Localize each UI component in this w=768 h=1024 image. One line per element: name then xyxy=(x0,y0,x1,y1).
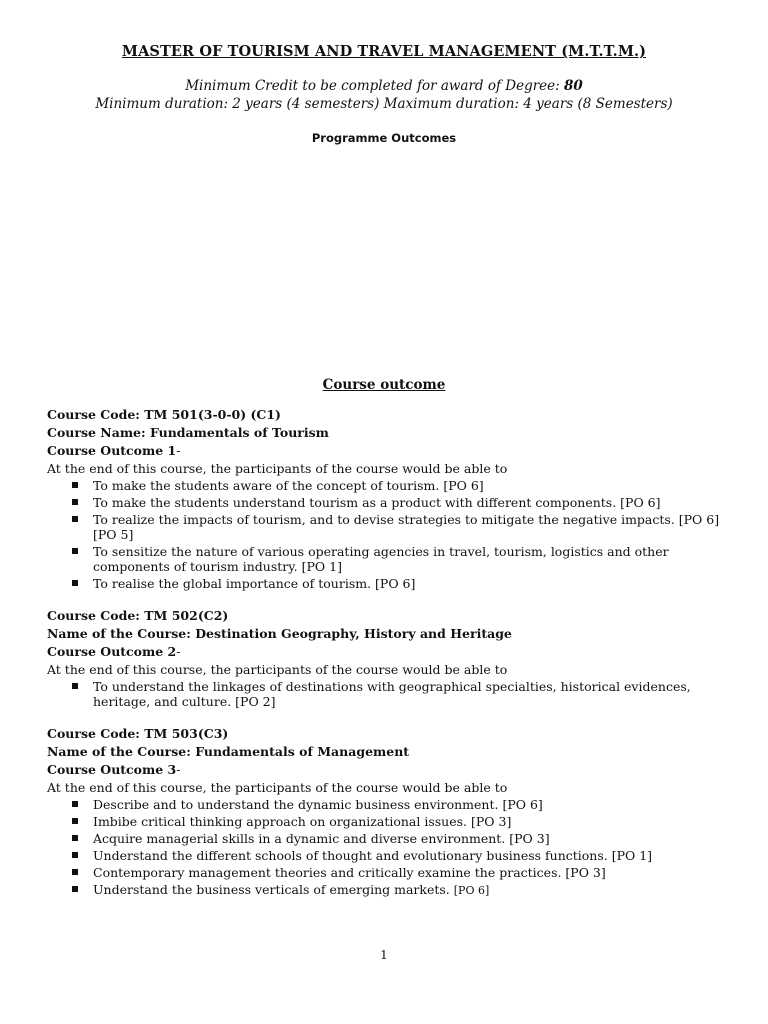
square-bullet-icon xyxy=(72,852,78,858)
course-block-c3 xyxy=(47,725,727,898)
list-item xyxy=(47,848,727,863)
square-bullet-icon xyxy=(72,548,78,554)
square-bullet-icon xyxy=(72,499,78,505)
list-item-text: To sensitize the nature of various operating agencies in travel, tourism, logistics and other components of tourism industry. [PO 1] xyxy=(93,544,669,574)
list-item-text: To make the students understand tourism as a product with different components. [PO 6] xyxy=(93,495,661,510)
square-bullet-icon xyxy=(72,835,78,841)
list-item xyxy=(47,495,727,510)
list-item xyxy=(47,831,727,846)
square-bullet-icon xyxy=(72,683,78,689)
course-name: Name of the Course: Fundamentals of Management xyxy=(47,744,410,759)
list-item-po-tag: [PO 6] xyxy=(453,884,490,897)
course-code: Course Code: TM 502(C2) xyxy=(47,608,229,623)
square-bullet-icon xyxy=(72,482,78,488)
square-bullet-icon xyxy=(72,580,78,586)
square-bullet-icon xyxy=(72,818,78,824)
course-outcome-label xyxy=(47,442,727,460)
course-outcome-suffix: - xyxy=(176,644,181,659)
course-name: Name of the Course: Destination Geography, History and Heritage xyxy=(47,626,512,641)
list-item xyxy=(47,865,727,880)
list-item-text: To make the students aware of the concept of tourism. [PO 6] xyxy=(93,478,484,493)
list-item-text: Contemporary management theories and critically examine the practices. [PO 3] xyxy=(93,865,606,880)
square-bullet-icon xyxy=(72,886,78,892)
course-intro: At the end of this course, the participants of the course would be able to xyxy=(47,461,508,476)
square-bullet-icon xyxy=(72,516,78,522)
square-bullet-icon xyxy=(72,801,78,807)
minimum-credit-label: Minimum Credit to be completed for award of Degree: xyxy=(185,78,564,94)
course-intro: At the end of this course, the participants of the course would be able to xyxy=(47,662,508,677)
list-item-text: Understand the different schools of thought and evolutionary business functions. [PO 1] xyxy=(93,848,653,863)
course-outcome-title: Course Outcome 2 xyxy=(47,644,177,659)
list-item-text: Describe and to understand the dynamic business environment. [PO 6] xyxy=(93,797,543,812)
list-item xyxy=(47,814,727,829)
course-outcome-label xyxy=(47,761,727,779)
outcome-list xyxy=(47,478,727,591)
course-outcome-heading: Course outcome xyxy=(322,377,446,393)
list-item-text: Understand the business verticals of emerging markets. xyxy=(93,882,454,897)
course-outcome-suffix: - xyxy=(176,762,181,777)
list-item-text: Acquire managerial skills in a dynamic and diverse environment. [PO 3] xyxy=(93,831,550,846)
page-number: 1 xyxy=(380,948,388,962)
list-item xyxy=(47,679,727,709)
document-title: MASTER OF TOURISM AND TRAVEL MANAGEMENT (M.T.T.M.) xyxy=(121,43,647,60)
outcome-list xyxy=(47,797,727,898)
list-item xyxy=(47,797,727,812)
course-block-c1 xyxy=(47,406,727,591)
square-bullet-icon xyxy=(72,869,78,875)
minimum-credit-value: 80 xyxy=(564,78,583,94)
list-item xyxy=(47,512,727,542)
course-outcome-suffix: - xyxy=(176,443,181,458)
list-item-text: To realize the impacts of tourism, and to devise strategies to mitigate the negative impacts. [PO 6] [PO 5] xyxy=(93,512,720,542)
course-list xyxy=(47,406,727,914)
minimum-credit-line xyxy=(0,78,768,94)
list-item-text: To realise the global importance of tourism. [PO 6] xyxy=(93,576,416,591)
list-item xyxy=(47,576,727,591)
duration-line: Minimum duration: 2 years (4 semesters) Maximum duration: 4 years (8 Semesters) xyxy=(95,96,673,112)
course-name: Course Name: Fundamentals of Tourism xyxy=(47,425,329,440)
list-item xyxy=(47,478,727,493)
course-outcome-title: Course Outcome 1 xyxy=(47,443,177,458)
list-item-text: Imbibe critical thinking approach on organizational issues. [PO 3] xyxy=(93,814,512,829)
course-outcome-title: Course Outcome 3 xyxy=(47,762,177,777)
course-code: Course Code: TM 501(3-0-0) (C1) xyxy=(47,407,281,422)
course-block-c2 xyxy=(47,607,727,709)
list-item xyxy=(47,544,727,574)
course-code: Course Code: TM 503(C3) xyxy=(47,726,229,741)
outcome-list xyxy=(47,679,727,709)
list-item xyxy=(47,882,727,898)
programme-outcomes-heading: Programme Outcomes xyxy=(311,131,457,145)
course-outcome-label xyxy=(47,643,727,661)
list-item-text: To understand the linkages of destinations with geographical specialties, historical evidences, heritage, and culture. [PO 2] xyxy=(93,679,691,709)
course-intro: At the end of this course, the participants of the course would be able to xyxy=(47,780,508,795)
